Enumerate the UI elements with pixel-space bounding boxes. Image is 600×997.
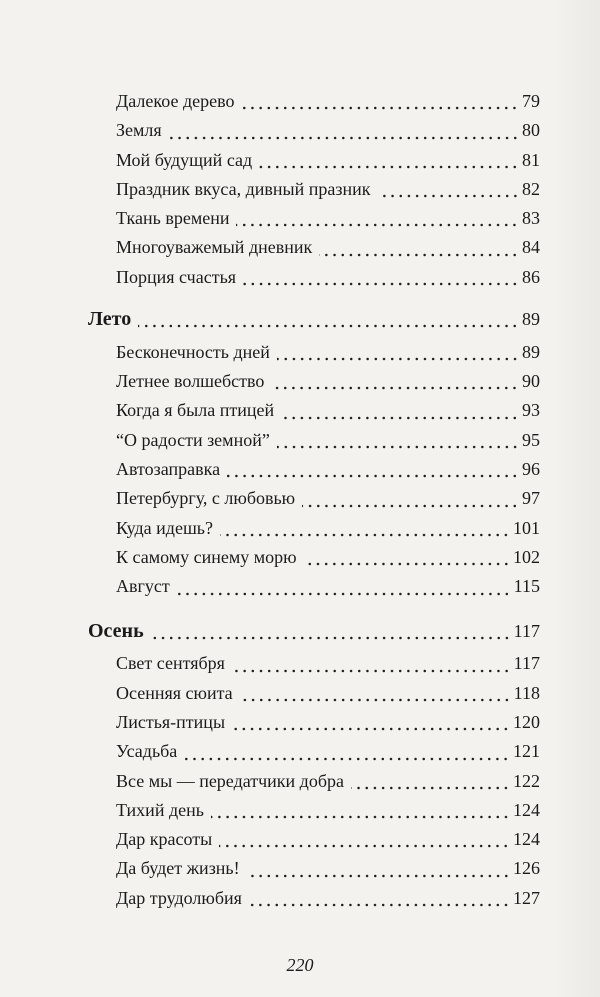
dot-leader (240, 679, 511, 708)
toc-entry (88, 737, 540, 766)
dot-leader (302, 484, 519, 513)
toc-entry (88, 679, 540, 708)
toc-entry-title: Далекое дерево (116, 91, 235, 111)
toc-entry-page: 117 (513, 653, 540, 674)
toc-entry-title: Август (116, 576, 170, 597)
dot-leader (319, 233, 519, 262)
toc-entry-page: 95 (522, 429, 540, 450)
toc-entry-page: 124 (513, 799, 540, 820)
section-heading-title: Осень (88, 619, 144, 642)
dot-leader (177, 572, 511, 601)
section-entries (88, 649, 540, 913)
toc-entry-title: Дар трудолюбия (116, 887, 242, 908)
dot-leader (151, 617, 511, 646)
toc-entry-title: Дар красоты (116, 829, 213, 850)
section-heading (88, 617, 540, 646)
toc-entry-page: 82 (522, 178, 540, 199)
toc-entry-page: 81 (522, 149, 540, 170)
toc-entry-page: 101 (513, 517, 540, 538)
toc-entry-title: Все мы — передатчики добра (116, 770, 344, 791)
dot-leader (232, 649, 511, 678)
dot-leader (211, 796, 510, 825)
dot-leader (281, 396, 519, 425)
page-number: 220 (286, 955, 314, 975)
dot-leader (378, 175, 519, 204)
toc-entry-title: Усадьба (116, 741, 178, 762)
toc-entry (88, 796, 540, 825)
toc-entry-title: Листья-птицы (116, 711, 226, 732)
toc-entry (88, 484, 540, 513)
dot-leader (232, 708, 510, 737)
toc-entry (88, 854, 540, 883)
toc-entry-title: Автозаправка (116, 459, 221, 480)
toc-entry (88, 767, 540, 796)
dot-leader (236, 204, 519, 233)
toc-entry (88, 543, 540, 572)
toc-entry-title: Праздник вкуса, дивный празник (116, 178, 371, 199)
toc-entry (88, 649, 540, 678)
toc-entry (88, 572, 540, 601)
dot-leader (249, 884, 510, 913)
dot-leader (169, 116, 519, 145)
toc-entry-page: 79 (522, 91, 540, 111)
toc-entry (88, 884, 540, 913)
toc-entry-page: 102 (513, 546, 540, 567)
toc-entry-page: 89 (522, 341, 540, 362)
section-summer (88, 305, 540, 601)
continued-entries (88, 87, 540, 292)
toc-entry-title: Многоуважемый дневник (116, 237, 313, 258)
toc-entry-title: Куда идешь? (116, 517, 214, 538)
toc-entry-page: 126 (513, 858, 540, 879)
section-entries (88, 338, 540, 602)
toc-entry-title: Тихий день (116, 799, 204, 820)
toc-entry-page: 127 (513, 887, 540, 908)
dot-leader (304, 543, 510, 572)
dot-leader (277, 338, 519, 367)
dot-leader (351, 767, 510, 796)
dot-leader (184, 737, 510, 766)
section-heading-page: 117 (513, 620, 540, 641)
toc-entry (88, 146, 540, 175)
toc-entry-title: Свет сентября (116, 653, 225, 674)
section-heading-title: Лето (88, 308, 132, 331)
toc-entry-title: К самому синему морю (116, 546, 297, 567)
toc-entry-title: Мой будущий сад (116, 149, 253, 170)
toc-entry-title: Бесконечность дней (116, 341, 270, 362)
dot-leader (227, 455, 519, 484)
toc-entry-page: 120 (513, 711, 540, 732)
toc-entry-page: 84 (522, 237, 540, 258)
toc-entry-page: 96 (522, 459, 540, 480)
dot-leader (219, 825, 510, 854)
toc-entry-title: Земля (116, 120, 162, 141)
dot-leader (259, 146, 519, 175)
dot-leader (241, 87, 519, 116)
dot-leader (243, 263, 519, 292)
dot-leader (138, 305, 519, 334)
dot-leader (220, 514, 510, 543)
toc-entry-page: 80 (522, 120, 540, 141)
toc-entry-title: Петербургу, с любовью (116, 488, 296, 509)
toc-entry (88, 338, 540, 367)
toc-entry (88, 87, 540, 116)
toc-entry-title: Осенняя сюита (116, 682, 233, 703)
dot-leader (247, 854, 510, 883)
toc-entry (88, 263, 540, 292)
toc-entry-title: Когда я была птицей (116, 400, 275, 421)
toc-entry-page: 90 (522, 371, 540, 392)
section-heading-page: 89 (522, 309, 540, 330)
toc-entry (88, 514, 540, 543)
toc-entry (88, 825, 540, 854)
toc-entry-title: Летнее волшебство (116, 371, 265, 392)
toc-entry (88, 708, 540, 737)
toc-entry-page: 97 (522, 488, 540, 509)
toc-entry (88, 175, 540, 204)
section-autumn (88, 617, 540, 913)
toc-entry (88, 426, 540, 455)
dot-leader (271, 367, 519, 396)
toc-entry-page: 124 (513, 829, 540, 850)
toc-entry-page: 115 (513, 576, 540, 597)
toc-entry-page: 86 (522, 266, 540, 287)
toc-entry-title: Порция счастья (116, 266, 237, 287)
toc-entry (88, 396, 540, 425)
toc-entry-title: “О радости земной” (116, 429, 270, 450)
table-of-contents (88, 87, 540, 913)
toc-entry (88, 455, 540, 484)
toc-entry (88, 367, 540, 396)
toc-entry-page: 118 (513, 682, 540, 703)
toc-entry-page: 93 (522, 400, 540, 421)
toc-entry-title: Да будет жизнь! (116, 858, 240, 879)
toc-entry (88, 233, 540, 262)
toc-entry-title: Ткань времени (116, 208, 230, 229)
dot-leader (277, 426, 519, 455)
toc-entry-page: 121 (513, 741, 540, 762)
toc-entry (88, 204, 540, 233)
section-heading (88, 305, 540, 334)
toc-entry (88, 116, 540, 145)
toc-entry-page: 83 (522, 208, 540, 229)
toc-entry-page: 122 (513, 770, 540, 791)
